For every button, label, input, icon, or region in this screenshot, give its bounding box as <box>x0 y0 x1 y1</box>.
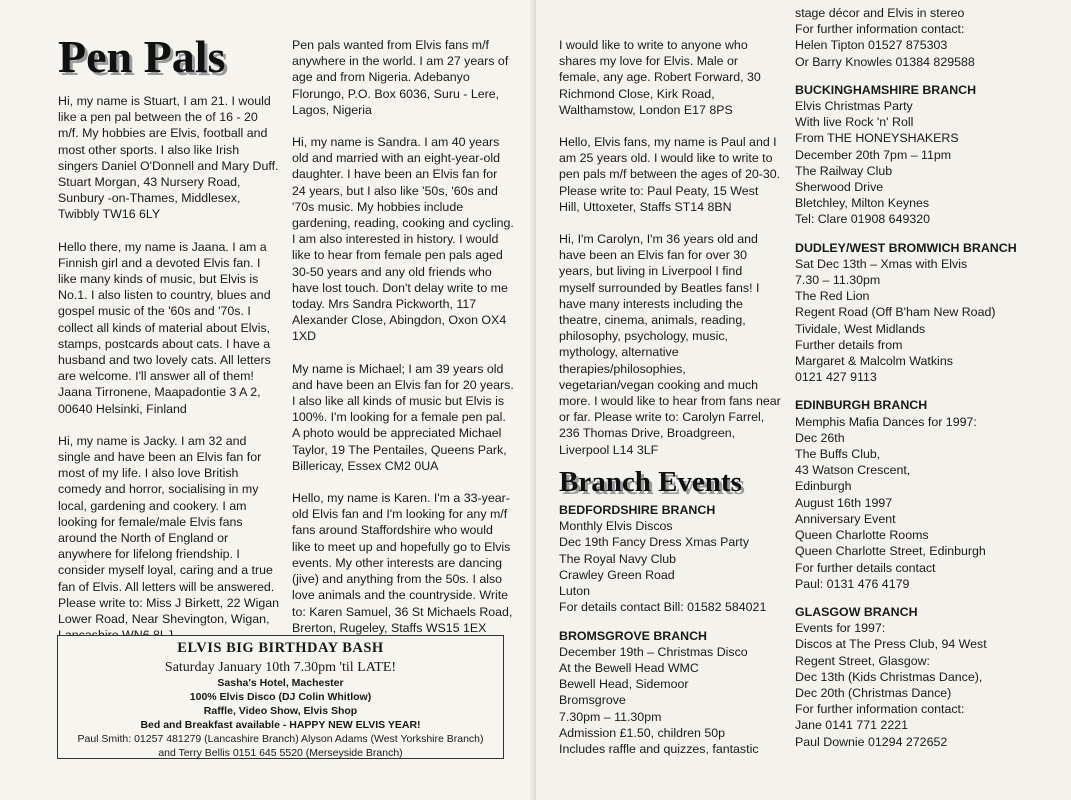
branch-line: December 20th 7pm – 11pm <box>795 147 952 162</box>
right-page <box>536 0 1071 800</box>
branch-line: Tel: Clare 01908 649320 <box>795 212 931 227</box>
branch-line: Dec 13th (Kids Christmas Dance), <box>795 669 983 684</box>
pen-pal-entry-stuart: Hi, my name is Stuart, I am 21. I would like a pen pal between the of 16 - 20 m/f. My hobbies are Elvis, football and most other sports. I also like Irish singers Daniel O'Donnell and Mary Duff. Stuart Morgan, 43 Nursery Road, Sunbury -on-Thames, Middlesex, Twibbly TW16 6LY <box>58 94 279 222</box>
branch-line: 7.30pm – 11.30pm <box>559 709 662 724</box>
branch-line: Dec 19th Fancy Dress Xmas Party <box>559 535 750 550</box>
bash-date: Saturday January 10th 7.30pm 'til LATE! <box>164 660 397 675</box>
bash-extras: Raffle, Video Show, Elvis Shop <box>203 705 358 717</box>
left-page <box>0 0 535 800</box>
branch-line: Luton <box>559 584 591 599</box>
branch-line: Sat Dec 13th – Xmas with Elvis <box>795 256 968 271</box>
branch-line: Or Barry Knowles 01384 829588 <box>795 54 975 69</box>
branch-continued <box>795 5 1020 70</box>
branch-block <box>795 82 1020 228</box>
bash-contact-2: and Terry Bellis 0151 645 5520 (Merseyside Branch) <box>158 747 403 759</box>
branch-line: Tividale, West Midlands <box>795 321 926 336</box>
branch-line: Dec 26th <box>795 430 845 445</box>
branch-line: Edinburgh <box>795 479 852 494</box>
branch-block <box>559 502 781 615</box>
branch-name: BROMSGROVE BRANCH <box>559 628 708 643</box>
branch-line: The Royal Navy Club <box>559 551 677 566</box>
branch-line: 7.30 – 11.30pm <box>795 273 881 288</box>
branch-line: August 16th 1997 <box>795 495 893 510</box>
branch-line: Paul Downie 01294 272652 <box>795 734 948 749</box>
branch-line: With live Rock 'n' Roll <box>795 115 914 130</box>
branch-line: Events for 1997: <box>795 621 886 636</box>
pen-pal-entry-jaana: Hello there, my name is Jaana. I am a Finnish girl and a devoted Elvis fan. I like many kinds of music, but Elvis is No.1. I also listen to country, blues and gospel music of the '60s and '70s. I collect all kinds of material about Elvis, stamps, postcards about cats. I have a husband and two lovely cats. All letters are welcome. I'll answer all of them! Jaana Tirronene, Maapadontie 3 A 2, 00640 Helsinki, Finland <box>58 239 271 416</box>
branch-line: Bromsgrove <box>559 693 626 708</box>
pen-pal-entry-carolyn: Hi, I'm Carolyn, I'm 36 years old and have been an Elvis fan for over 30 years, but living in Liverpool I find myself surrounded by Beatles fans! I have many interests including the theatre, cinema, animals, reading, philosophy, psychology, music, mythology, alternative therapies/philosophies, vegetarian/vegan cooking and much more. I would like to hear from fans near or far. Please write to: Carolyn Farrel, 236 Thomas Drive, Broadgreen, Liverpool L14 3LF <box>559 232 781 457</box>
branch-line: The Railway Club <box>795 163 893 178</box>
bash-contact-1: Paul Smith: 01257 481279 (Lancashire Branch) Alyson Adams (West Yorkshire Branch) <box>77 733 484 745</box>
branch-line: For details contact Bill: 01582 584021 <box>559 600 767 615</box>
branch-line: Helen Tipton 01527 875303 <box>795 38 948 53</box>
branch-line: Includes raffle and quizzes, fantastic <box>559 741 759 756</box>
branch-line: At the Bewell Head WMC <box>559 660 699 675</box>
branch-block <box>795 240 1020 386</box>
branch-line: For further information contact: <box>795 22 965 37</box>
branch-line: Bletchley, Milton Keynes <box>795 196 930 211</box>
pen-pals-column-2 <box>292 37 514 652</box>
branch-name: GLASGOW BRANCH <box>795 604 918 619</box>
branch-line: Crawley Green Road <box>559 567 675 582</box>
pen-pal-entry-jacky: Hi, my name is Jacky. I am 32 and single and have been an Elvis fan for most of my life. I also love British comedy and horror, socialising in my local, gardening and cookery. I am looking for female/male Elvis fans around the North of England or anywhere for lifelong friendship. I consider myself loyal, caring and a true fan of Elvis. All letters will be answered. Please write to: Miss J Birkett, 22 Wigan Lower Road, Near Shevington, Wigan, <box>58 433 280 627</box>
branch-list-col4 <box>795 82 1020 750</box>
branch-line: Dec 20th (Christmas Dance) <box>795 685 952 700</box>
bash-title: ELVIS BIG BIRTHDAY BASH <box>177 640 384 656</box>
branch-line: Elvis Christmas Party <box>795 99 913 114</box>
pen-pals-column-3 <box>559 37 781 769</box>
pen-pal-entry-michael: My name is Michael; I am 39 years old and have been an Elvis fan for 20 years. I also like all kinds of music but Elvis is 100%. I'm looking for a female pen pal. A photo would be appreciated Michael Taylor, 19 The Pentailes, Queens Park, Billericay, Essex CM2 0UA <box>292 361 514 473</box>
pen-pals-title: Pen Pals <box>58 31 226 82</box>
branch-name: DUDLEY/WEST BROMWICH BRANCH <box>795 240 1017 255</box>
pen-pal-entry-robert: I would like to write to anyone who shares my love for Elvis. Male or female, any age. Robert Forward, 30 Richmond Close, Kirk Road, Walthamstow, London E17 8PS <box>559 38 761 117</box>
birthday-bash-box <box>57 635 504 759</box>
pen-pal-entry-adebanyo: Pen pals wanted from Elvis fans m/f anywhere in the world. I am 27 years of age and from Nigeria. Adebanyo Florungo, P.O. Box 6036, Suru - Lere, Lagos, Nigeria <box>292 38 509 117</box>
branch-events-title: Branch Events <box>559 465 742 498</box>
branch-list-col3 <box>559 502 781 757</box>
pen-pal-entry-paul: Hello, Elvis fans, my name is Paul and I am 25 years old. I would like to write to pen pals m/f between the ages of 20-30. Please write to: Paul Peaty, 15 West Hill, Uttoxeter, Staffs ST14 8BN <box>559 135 781 214</box>
branch-line: Bewell Head, Sidemoor <box>559 677 689 692</box>
branch-line: Paul: 0131 476 4179 <box>795 576 910 591</box>
bash-disco: 100% Elvis Disco (DJ Colin Whitlow) <box>189 691 372 703</box>
branch-line: Monthly Elvis Discos <box>559 519 673 534</box>
branch-block <box>795 397 1020 591</box>
branch-line: From THE HONEYSHAKERS <box>795 131 959 146</box>
branch-line: Sherwood Drive <box>795 180 884 195</box>
branch-column-4 <box>795 5 1020 762</box>
branch-line: Discos at The Press Club, 94 West <box>795 637 987 652</box>
branch-line: Margaret & Malcolm Watkins <box>795 354 953 369</box>
bash-venue: Sasha's Hotel, Machester <box>217 677 344 689</box>
branch-line: 43 Watson Crescent, <box>795 463 911 478</box>
branch-line: Regent Road (Off B'ham New Road) <box>795 305 996 320</box>
branch-line: Regent Street, Glasgow: <box>795 653 930 668</box>
branch-line: Memphis Mafia Dances for 1997: <box>795 414 977 429</box>
branch-name: BUCKINGHAMSHIRE BRANCH <box>795 82 977 97</box>
branch-line: December 19th – Christmas Disco <box>559 644 748 659</box>
branch-line: For further details contact <box>795 560 936 575</box>
branch-line: 0121 427 9113 <box>795 370 877 385</box>
branch-name: EDINBURGH BRANCH <box>795 398 928 413</box>
bash-bnb: Bed and Breakfast available - HAPPY NEW ELVIS YEAR! <box>140 719 421 731</box>
branch-line: stage décor and Elvis in stereo <box>795 6 965 20</box>
branch-block <box>795 604 1020 750</box>
branch-line: Anniversary Event <box>795 511 896 526</box>
branch-line: The Buffs Club, <box>795 447 881 462</box>
branch-line: Queen Charlotte Street, Edinburgh <box>795 544 986 559</box>
branch-line: Jane 0141 771 2221 <box>795 718 908 733</box>
branch-line: The Red Lion <box>795 289 870 304</box>
branch-block <box>559 628 781 758</box>
branch-line: Admission £1.50, children 50p <box>559 725 725 740</box>
pen-pal-entry-karen: Hello, my name is Karen. I'm a 33-year-old Elvis fan and I'm looking for any m/f fans around Staffordshire who would like to meet up and hopefully go to Elvis events. My other interests are dancing (jive) and anything from the 50s. I also love animals and the countryside. Write to: Karen Samuel, 36 St Michaels Road, Brerton, Rugeley, Staffs WS15 1EX <box>292 491 513 635</box>
branch-name: BEDFORDSHIRE BRANCH <box>559 503 716 518</box>
branch-line: For further information contact: <box>795 702 965 717</box>
pen-pal-entry-sandra: Hi, my name is Sandra. I am 40 years old and married with an eight-year-old daughter. I have been an Elvis fan for 24 years, but I also like '50s, '60s and '70s music. My hobbies include gardening, reading, cooking and cycling. I am also interested in history. I would like to hear from female pen pals aged 30-50 years and any old friends who have lost touch. Don't delay write to me today. Mrs Sandra Pickworth, 117 Alexander Close, Abingdon, Oxon OX4 1XD <box>292 135 514 344</box>
pen-pals-column-1 <box>58 93 280 660</box>
branch-line: Further details from <box>795 337 903 352</box>
branch-line: Queen Charlotte Rooms <box>795 528 929 543</box>
